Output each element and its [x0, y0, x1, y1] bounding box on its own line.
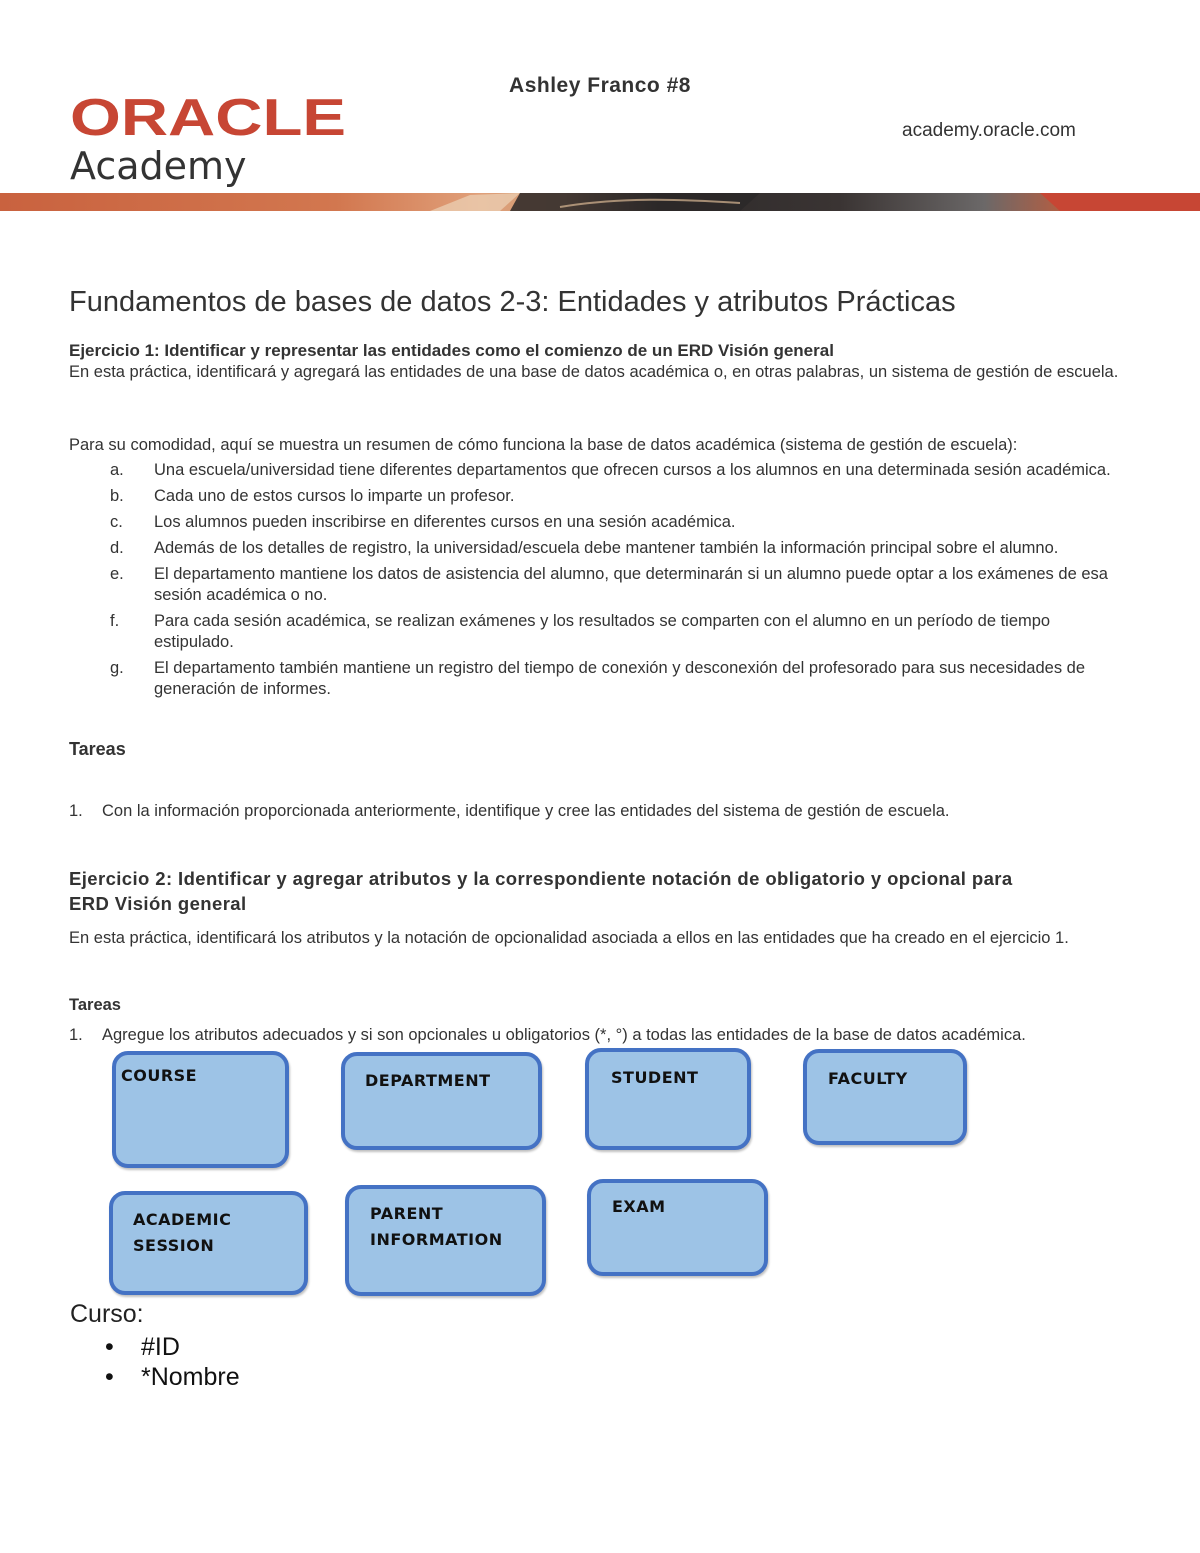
entity-course[interactable] — [112, 1051, 289, 1168]
entity-label: STUDENT — [611, 1068, 699, 1087]
list-item-text: Los alumnos pueden inscribirse en diferentes cursos en una sesión académica. — [154, 513, 736, 531]
list-marker: e. — [110, 565, 124, 583]
list-item — [110, 538, 1130, 559]
list-marker: f. — [110, 612, 120, 630]
list-item-text: Una escuela/universidad tiene diferentes departamentos que ofrecen cursos a los alumnos en una determinada sesión académica. — [154, 461, 1111, 479]
list-item — [110, 460, 1130, 481]
task-marker: 1. — [69, 802, 83, 820]
page-title: Fundamentos de bases de datos 2-3: Entidades y atributos Prácticas — [69, 286, 956, 318]
task-text: Con la información proporcionada anteriormente, identifique y cree las entidades del sistema de gestión de escuela. — [102, 802, 950, 820]
entity-academic-session[interactable] — [109, 1191, 308, 1295]
entity-faculty[interactable] — [803, 1049, 967, 1145]
attribute-item — [105, 1362, 240, 1392]
oracle-logo-text: ORACLE — [70, 92, 346, 140]
exercise1-task — [69, 801, 1129, 822]
exercise2-tasks-heading: Tareas — [69, 996, 121, 1014]
exercise1-summary: Para su comodidad, aquí se muestra un resumen de cómo funciona la base de datos académica (sistema de gestión de escuela): — [69, 436, 1018, 454]
entity-label: ACADEMIC SESSION — [133, 1210, 232, 1255]
exercise2-heading-line2: ERD Visión general — [69, 893, 247, 914]
attribute-text: *Nombre — [141, 1363, 240, 1391]
list-item — [110, 486, 1130, 507]
exercise2-intro: En esta práctica, identificará los atributos y la notación de opcionalidad asociada a ellos en las entidades que ha creado en el ejercicio 1. — [69, 929, 1069, 947]
entity-label: FACULTY — [828, 1069, 908, 1088]
bullet-icon: • — [105, 1363, 114, 1391]
entity-department[interactable] — [341, 1052, 542, 1150]
entity-label: COURSE — [121, 1066, 198, 1085]
list-item-text: El departamento mantiene los datos de asistencia del alumno, que determinarán si un alumno puede optar a los exámenes de esa sesión académica o no. — [154, 565, 1108, 604]
exercise1-intro: En esta práctica, identificará y agregará las entidades de una base de datos académica o, en otras palabras, un sistema de gestión de escuela. — [69, 363, 1119, 381]
list-item-text: Además de los detalles de registro, la universidad/escuela debe mantener también la información principal sobre el alumno. — [154, 539, 1059, 557]
list-item-text: El departamento también mantiene un registro del tiempo de conexión y desconexión del profesorado para sus necesidades de generación de informes. — [154, 659, 1086, 698]
list-marker: g. — [110, 659, 124, 677]
list-marker: d. — [110, 539, 124, 557]
list-marker: c. — [110, 513, 123, 531]
list-marker: a. — [110, 461, 124, 479]
entity-label: DEPARTMENT — [365, 1071, 491, 1090]
entity-student[interactable] — [585, 1048, 751, 1150]
header-banner — [0, 193, 1200, 211]
entity-parent-information[interactable] — [345, 1185, 546, 1296]
site-url: academy.oracle.com — [902, 120, 1076, 141]
curso-heading: Curso: — [70, 1300, 144, 1328]
exercise2-task — [69, 1025, 1129, 1046]
list-item — [110, 658, 1130, 700]
academy-label: Academy — [70, 144, 247, 188]
attribute-item — [105, 1332, 240, 1362]
entity-exam[interactable] — [587, 1179, 768, 1276]
bullet-icon: • — [105, 1333, 114, 1361]
exercise1-list — [110, 460, 1130, 700]
attribute-text: #ID — [141, 1333, 180, 1361]
list-item — [110, 564, 1130, 606]
list-item — [110, 611, 1130, 653]
entity-label: PARENT INFORMATION — [370, 1204, 503, 1249]
entity-label: EXAM — [612, 1197, 666, 1216]
author-name: Ashley Franco #8 — [509, 74, 691, 97]
list-marker: b. — [110, 487, 124, 505]
exercise2-heading-line1: Ejercicio 2: Identificar y agregar atributos y la correspondiente notación de obligatorio y opcional para — [69, 868, 1013, 889]
list-item-text: Para cada sesión académica, se realizan exámenes y los resultados se comparten con el alumno en un período de tiempo estipulado. — [154, 612, 1051, 651]
curso-attributes — [105, 1332, 240, 1392]
exercise1-heading: Ejercicio 1: Identificar y representar las entidades como el comienzo de un ERD Visión general — [69, 341, 834, 360]
list-item — [110, 512, 1130, 533]
task-marker: 1. — [69, 1026, 83, 1044]
task-text: Agregue los atributos adecuados y si son opcionales u obligatorios (*, °) a todas las entidades de la base de datos académica. — [102, 1026, 1026, 1044]
oracle-logo — [70, 92, 348, 140]
list-item-text: Cada uno de estos cursos lo imparte un profesor. — [154, 487, 515, 505]
exercise1-tasks-heading: Tareas — [69, 739, 126, 759]
